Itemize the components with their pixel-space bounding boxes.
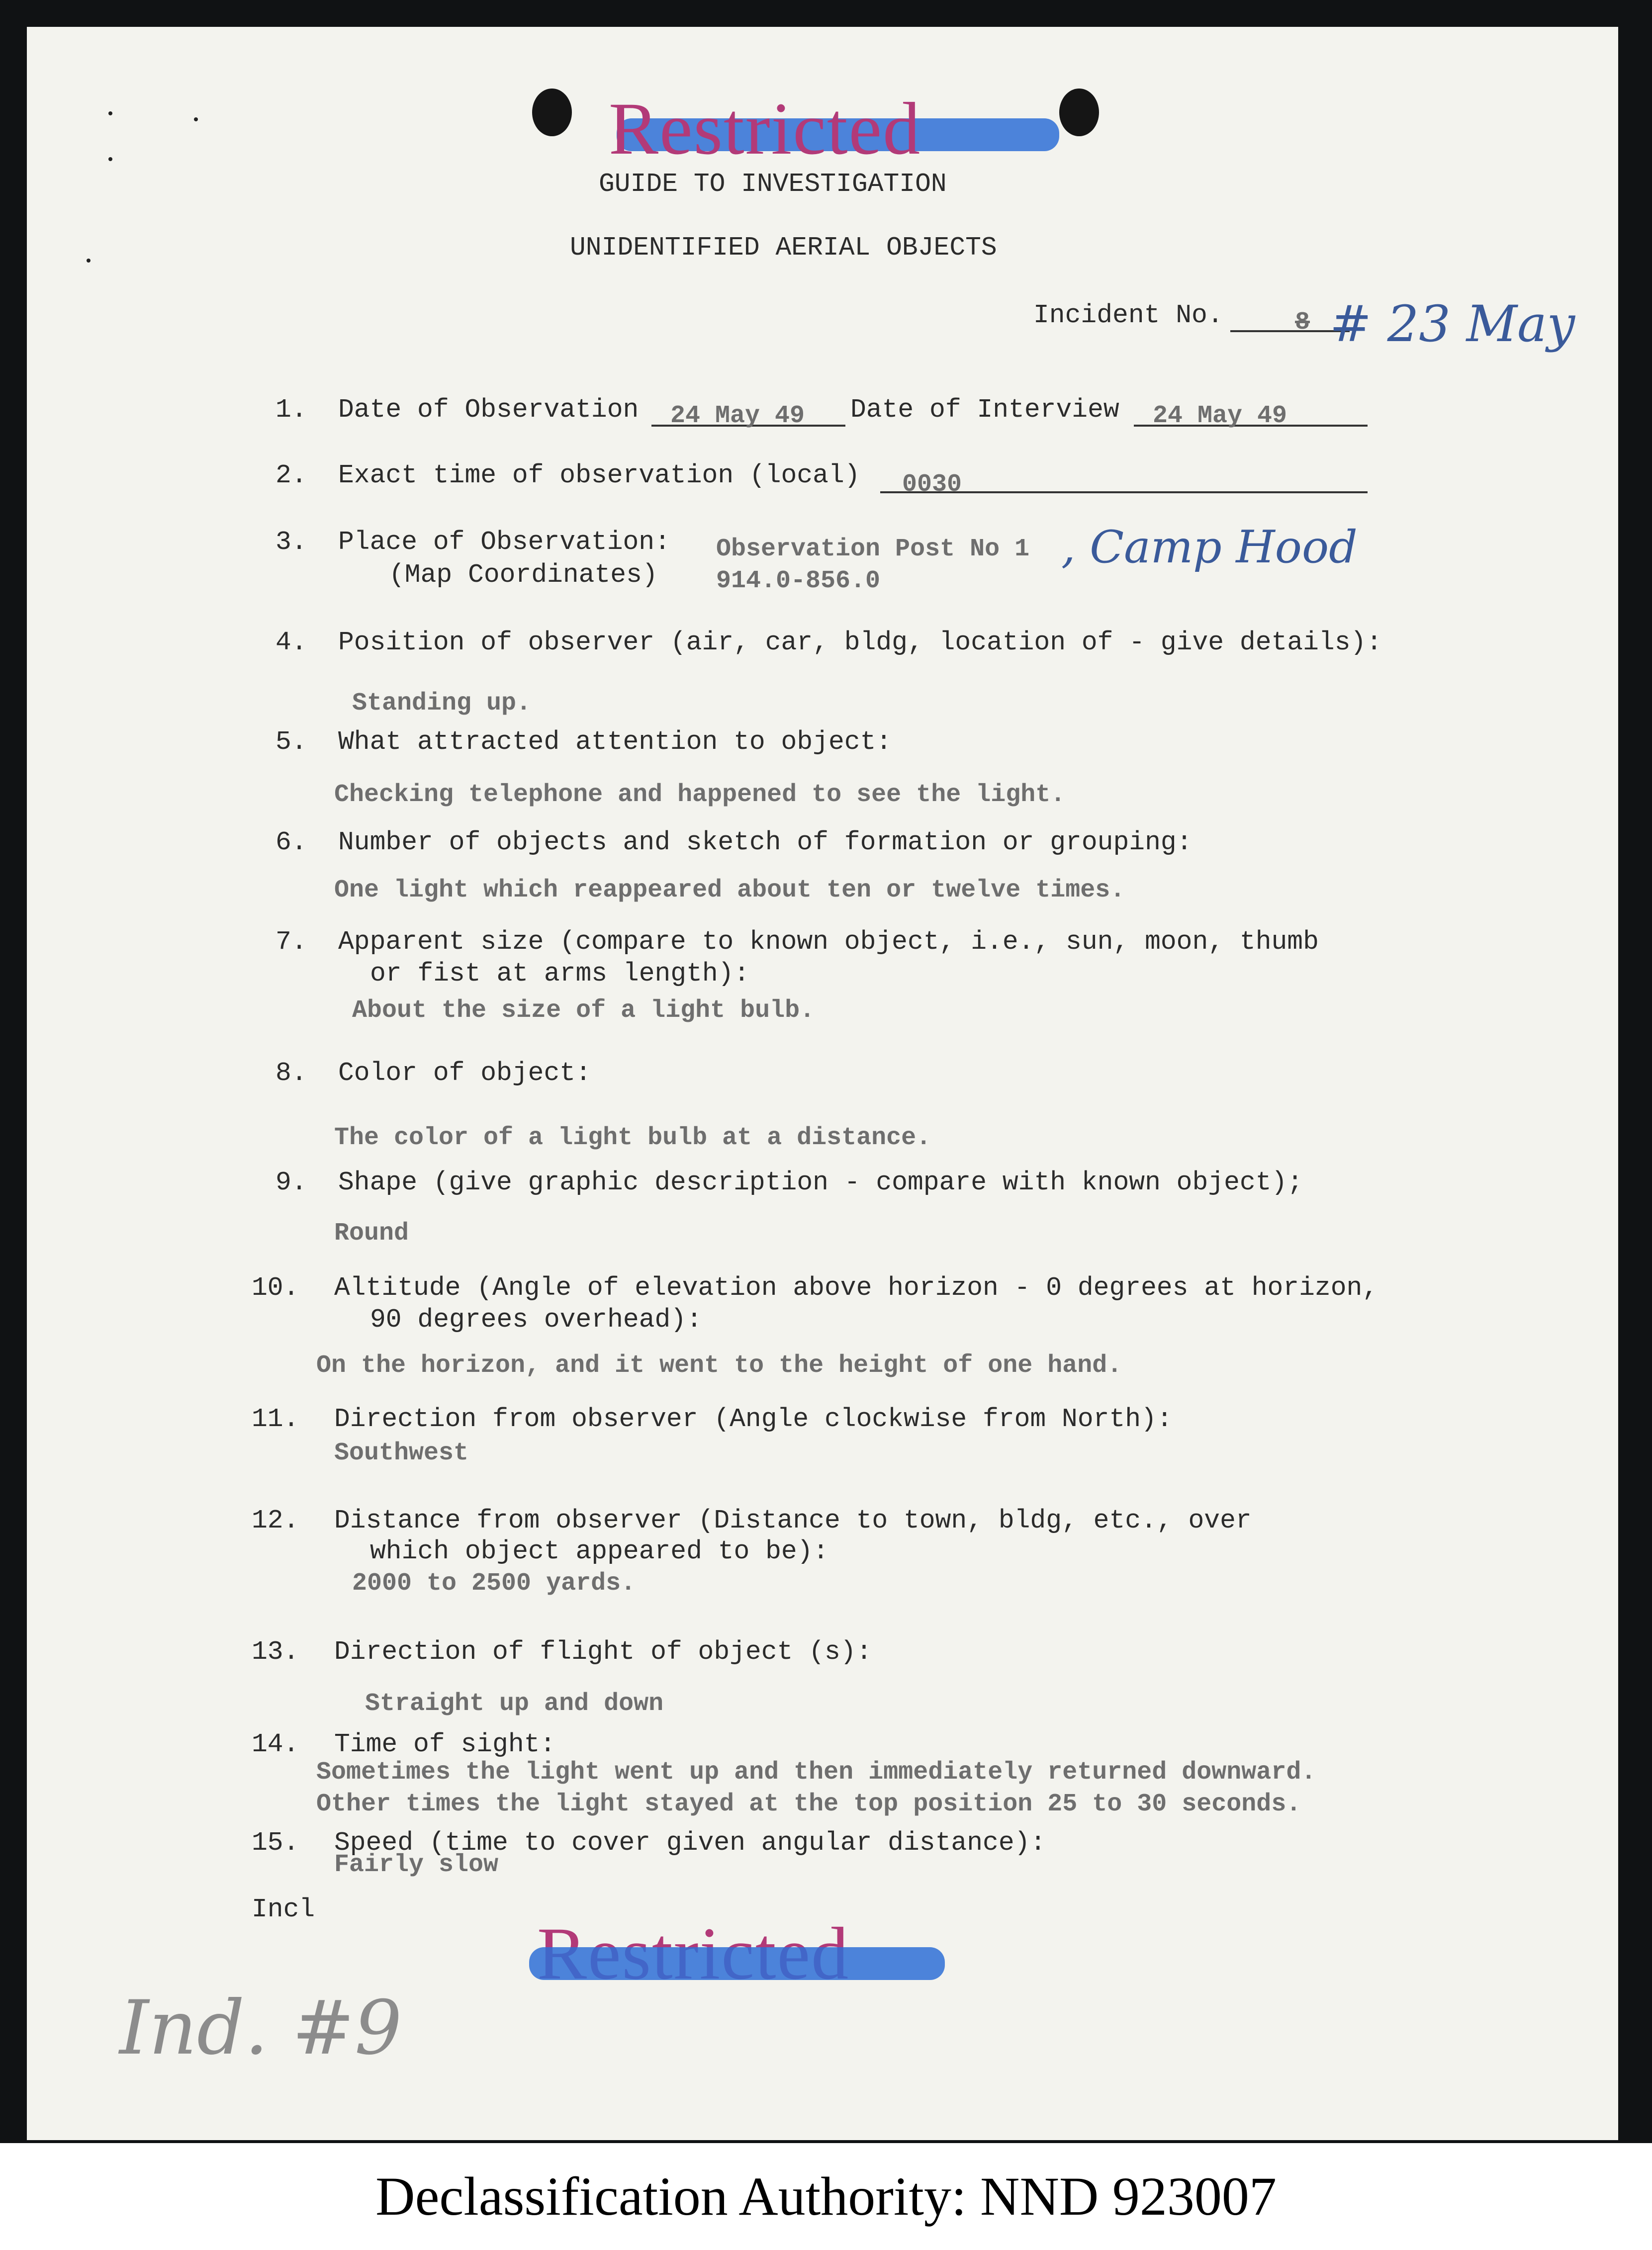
item-10-value: On the horizon, and it went to the height of one hand. xyxy=(316,1351,1122,1380)
item-4-number: 4. xyxy=(275,628,307,657)
item-13-number: 13. xyxy=(252,1637,299,1667)
item-8-value: The color of a light bulb at a distance. xyxy=(334,1124,931,1152)
item-5-value: Checking telephone and happened to see the light. xyxy=(334,781,1066,809)
item-1-value: 24 May 49 xyxy=(670,402,805,430)
restricted-stamp-top: Restricted xyxy=(609,88,921,170)
item-3-label: Place of Observation: xyxy=(338,527,670,557)
item-13-value: Straight up and down xyxy=(365,1690,664,1718)
item-1-label-2: Date of Interview xyxy=(850,395,1119,425)
item-5-label: What attracted attention to object: xyxy=(338,727,892,757)
item-15-number: 15. xyxy=(252,1828,299,1858)
item-6-number: 6. xyxy=(275,827,307,857)
item-1-number: 1. xyxy=(275,395,307,425)
item-4-label: Position of observer (air, car, bldg, location of - give details): xyxy=(338,628,1382,657)
margin-speck xyxy=(108,157,112,161)
item-9-label: Shape (give graphic description - compare with known object); xyxy=(338,1168,1303,1197)
item-14-value: Sometimes the light went up and then immediately returned downward. xyxy=(316,1758,1316,1787)
item-3-number: 3. xyxy=(275,527,307,557)
item-3-value: Observation Post No 1 xyxy=(716,535,1030,563)
form-title: GUIDE TO INVESTIGATION xyxy=(599,169,947,199)
item-1-label: Date of Observation xyxy=(338,395,639,425)
declassification-footer: Declassification Authority: NND 923007 xyxy=(375,2166,1277,2227)
item-9-number: 9. xyxy=(275,1168,307,1197)
item-7-label-b: or fist at arms length): xyxy=(370,959,750,989)
item-5-number: 5. xyxy=(275,727,307,757)
item-9-value: Round xyxy=(334,1219,409,1248)
item-10-label: Altitude (Angle of elevation above horizon - 0 degrees at horizon, xyxy=(334,1273,1378,1303)
margin-speck xyxy=(194,117,198,121)
punch-hole-right xyxy=(1059,89,1099,136)
item-2-number: 2. xyxy=(275,460,307,490)
form-subtitle: UNIDENTIFIED AERIAL OBJECTS xyxy=(570,233,997,263)
document-page xyxy=(27,27,1618,2140)
incident-typed-number: 8 xyxy=(1295,308,1310,337)
incident-label: Incident No. xyxy=(1033,300,1223,330)
item-13-label: Direction of flight of object (s): xyxy=(334,1637,872,1667)
item-15-label: Speed (time to cover given angular distance): xyxy=(334,1828,1046,1858)
item-14-label: Time of sight: xyxy=(334,1729,556,1759)
item-2-label: Exact time of observation (local) xyxy=(338,460,860,490)
margin-speck xyxy=(108,111,112,115)
item-14-value-b: Other times the light stayed at the top position 25 to 30 seconds. xyxy=(316,1790,1301,1818)
item-8-number: 8. xyxy=(275,1058,307,1088)
item-12-label: Distance from observer (Distance to town, bldg, etc., over xyxy=(334,1506,1252,1535)
incident-handwritten: # 23 May xyxy=(1330,295,1575,353)
item-6-label: Number of objects and sketch of formation or grouping: xyxy=(338,827,1193,857)
item-7-value: About the size of a light bulb. xyxy=(352,996,815,1025)
item-3-label-b: (Map Coordinates) xyxy=(389,560,658,590)
punch-hole-left xyxy=(532,89,572,136)
item-7-number: 7. xyxy=(275,927,307,957)
item-14-number: 14. xyxy=(252,1729,299,1759)
item-12-value: 2000 to 2500 yards. xyxy=(352,1569,636,1598)
item-7-label: Apparent size (compare to known object, i.e., sun, moon, thumb xyxy=(338,927,1319,957)
item-4-value: Standing up. xyxy=(352,689,532,718)
item-11-number: 11. xyxy=(252,1404,299,1434)
item-10-number: 10. xyxy=(252,1273,299,1303)
item-11-value: Southwest xyxy=(334,1439,469,1467)
item-3-value-b: 914.0-856.0 xyxy=(716,567,881,595)
item-6-value: One light which reappeared about ten or twelve times. xyxy=(334,876,1125,904)
item-10-label-b: 90 degrees overhead): xyxy=(370,1305,702,1335)
pencil-annotation: Ind. #9 xyxy=(119,1985,402,2071)
incl-label: Incl xyxy=(252,1894,315,1924)
item-11-label: Direction from observer (Angle clockwise from North): xyxy=(334,1404,1173,1434)
item-15-value: Fairly slow xyxy=(334,1851,499,1879)
item-8-label: Color of object: xyxy=(338,1058,591,1088)
item-2-value: 0030 xyxy=(902,470,962,499)
item-3-handwritten: , Camp Hood xyxy=(1061,521,1358,573)
item-1-value-2: 24 May 49 xyxy=(1153,402,1287,430)
stamp-highlight-bottom xyxy=(529,1947,945,1980)
item-12-label-b: which object appeared to be): xyxy=(370,1536,829,1566)
margin-speck xyxy=(87,259,91,263)
item-12-number: 12. xyxy=(252,1506,299,1535)
